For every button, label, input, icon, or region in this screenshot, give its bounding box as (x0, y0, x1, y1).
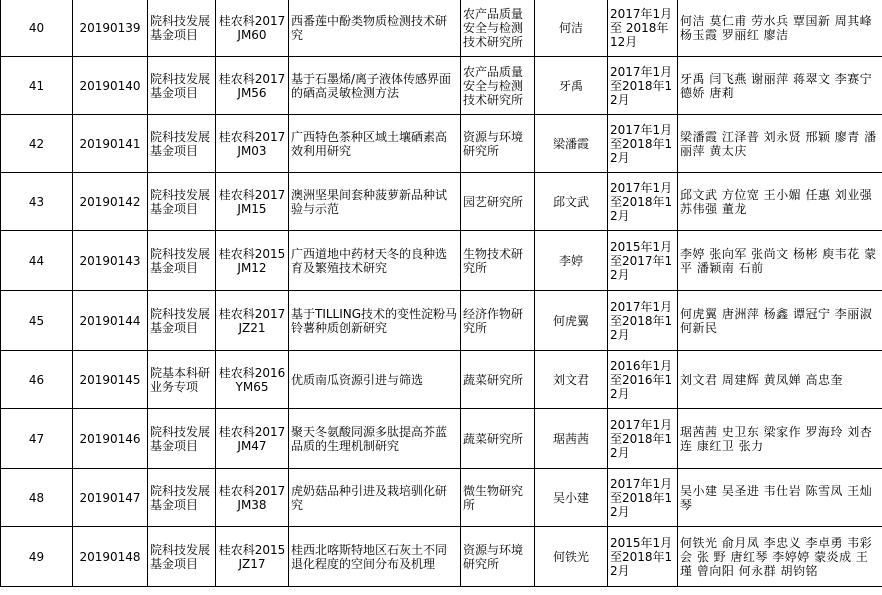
project-number: 桂农科2017JM60 (216, 0, 289, 57)
table-row (1, 115, 882, 173)
row-number: 43 (1, 173, 73, 231)
project-period: 2017年1月至2018年12月 (608, 469, 678, 527)
project-period: 2017年1月至2018年12月 (608, 115, 678, 173)
project-members: 何洁 莫仁甫 劳水兵 覃国新 周其峰 杨玉霞 罗丽红 廖洁 (678, 0, 882, 57)
project-number: 桂农科2017JM15 (216, 173, 289, 231)
institute: 生物技术研究所 (461, 231, 535, 291)
institute: 资源与环境研究所 (461, 115, 535, 173)
record-code: 20190148 (73, 527, 148, 587)
row-number: 40 (1, 0, 73, 57)
project-leader: 吴小建 (535, 469, 608, 527)
institute: 微生物研究所 (461, 469, 535, 527)
institute: 蔬菜研究所 (461, 351, 535, 409)
table-row (1, 173, 882, 231)
project-source: 院科技发展基金项目 (148, 115, 216, 173)
project-members: 梁潘霞 江泽普 刘永贤 邢颖 廖青 潘丽萍 黄太庆 (678, 115, 882, 173)
record-code: 20190143 (73, 231, 148, 291)
project-number: 桂农科2017JZ21 (216, 291, 289, 351)
project-leader: 琚茜茜 (535, 409, 608, 469)
institute: 园艺研究所 (461, 173, 535, 231)
row-number: 49 (1, 527, 73, 587)
table-row (1, 527, 882, 587)
project-period: 2015年1月至2018年12月 (608, 527, 678, 587)
table-body (1, 0, 882, 587)
project-title: 聚天冬氨酸同源多肽提高芥蓝品质的生理机制研究 (289, 409, 461, 469)
project-members: 邱文武 方位宽 王小媚 任惠 刘业强 苏伟强 董龙 (678, 173, 882, 231)
project-number: 桂农科2017JM03 (216, 115, 289, 173)
project-title: 桂西北喀斯特地区石灰土不同退化程度的空间分布及机理 (289, 527, 461, 587)
project-source: 院科技发展基金项目 (148, 527, 216, 587)
project-number: 桂农科2017JM38 (216, 469, 289, 527)
table-row (1, 231, 882, 291)
row-number: 41 (1, 57, 73, 115)
project-source: 院科技发展基金项目 (148, 469, 216, 527)
project-members: 何铁光 俞月凤 李忠义 李卓勇 韦彩会 张 野 唐红琴 李婷婷 蒙炎成 王瑾 曾向阳 何永群 胡钧铭 (678, 527, 882, 587)
table-row (1, 57, 882, 115)
project-period: 2016年1月至2016年12月 (608, 351, 678, 409)
project-source: 院科技发展基金项目 (148, 291, 216, 351)
project-period: 2017年1月至2018年12月 (608, 291, 678, 351)
row-number: 45 (1, 291, 73, 351)
project-number: 桂农科2016YM65 (216, 351, 289, 409)
project-number: 桂农科2015JZ17 (216, 527, 289, 587)
project-members: 吴小建 吴圣进 韦仕岩 陈雪凤 王灿琴 (678, 469, 882, 527)
table-row (1, 469, 882, 527)
project-leader: 何洁 (535, 0, 608, 57)
record-code: 20190144 (73, 291, 148, 351)
project-leader: 梁潘霞 (535, 115, 608, 173)
row-number: 48 (1, 469, 73, 527)
project-period: 2017年1月至2018年12月 (608, 57, 678, 115)
project-leader: 何铁光 (535, 527, 608, 587)
institute: 资源与环境研究所 (461, 527, 535, 587)
project-title: 澳洲坚果间套种菠萝新品种试验与示范 (289, 173, 461, 231)
project-source: 院科技发展基金项目 (148, 409, 216, 469)
row-number: 42 (1, 115, 73, 173)
institute: 农产品质量安全与检测技术研究所 (461, 0, 535, 57)
project-period: 2017年1月至2018年12月 (608, 173, 678, 231)
record-code: 20190142 (73, 173, 148, 231)
project-title: 优质南瓜资源引进与筛选 (289, 351, 461, 409)
project-title: 虎奶菇品种引进及栽培驯化研究 (289, 469, 461, 527)
project-period: 2017年1月至 2018年12月 (608, 0, 678, 57)
institute: 农产品质量安全与检测技术研究所 (461, 57, 535, 115)
record-code: 20190140 (73, 57, 148, 115)
project-source: 院科技发展基金项目 (148, 0, 216, 57)
project-leader: 何虎翼 (535, 291, 608, 351)
project-leader: 牙禹 (535, 57, 608, 115)
row-number: 46 (1, 351, 73, 409)
project-leader: 李婷 (535, 231, 608, 291)
project-number: 桂农科2017JM47 (216, 409, 289, 469)
project-members: 牙禹 闫飞燕 谢丽萍 蒋翠文 李赛宁德娇 唐莉 (678, 57, 882, 115)
project-title: 基于TILLING技术的变性淀粉马铃薯种质创新研究 (289, 291, 461, 351)
table-row (1, 0, 882, 57)
project-title: 广西道地中药材天冬的良种选育及繁殖技术研究 (289, 231, 461, 291)
project-leader: 邱文武 (535, 173, 608, 231)
project-members: 李婷 张向军 张尚文 杨彬 庾韦花 蒙平 潘颖南 石前 (678, 231, 882, 291)
project-period: 2015年1月至2017年12月 (608, 231, 678, 291)
project-source: 院科技发展基金项目 (148, 173, 216, 231)
project-number: 桂农科2017JM56 (216, 57, 289, 115)
table-row (1, 291, 882, 351)
project-source: 院科技发展基金项目 (148, 231, 216, 291)
record-code: 20190141 (73, 115, 148, 173)
project-source: 院科技发展基金项目 (148, 57, 216, 115)
institute: 蔬菜研究所 (461, 409, 535, 469)
row-number: 47 (1, 409, 73, 469)
project-source: 院基本科研业务专项 (148, 351, 216, 409)
record-code: 20190146 (73, 409, 148, 469)
project-period: 2017年1月至2018年12月 (608, 409, 678, 469)
institute: 经济作物研究所 (461, 291, 535, 351)
project-title: 基于石墨烯/离子液体传感界面的硒高灵敏检测方法 (289, 57, 461, 115)
table-row (1, 409, 882, 469)
project-members: 琚茜茜 史卫东 梁家作 罗海玲 刘杏连 康红卫 张力 (678, 409, 882, 469)
project-leader: 刘文君 (535, 351, 608, 409)
table-row (1, 351, 882, 409)
record-code: 20190147 (73, 469, 148, 527)
row-number: 44 (1, 231, 73, 291)
record-code: 20190139 (73, 0, 148, 57)
record-code: 20190145 (73, 351, 148, 409)
project-title: 西番莲中酚类物质检测技术研究 (289, 0, 461, 57)
project-title: 广西特色茶种区域土壤硒素高效利用研究 (289, 115, 461, 173)
project-members: 刘文君 周建辉 黄凤婵 高忠奎 (678, 351, 882, 409)
project-members: 何虎翼 唐洲萍 杨鑫 谭冠宁 李丽淑 何新民 (678, 291, 882, 351)
project-number: 桂农科2015JM12 (216, 231, 289, 291)
